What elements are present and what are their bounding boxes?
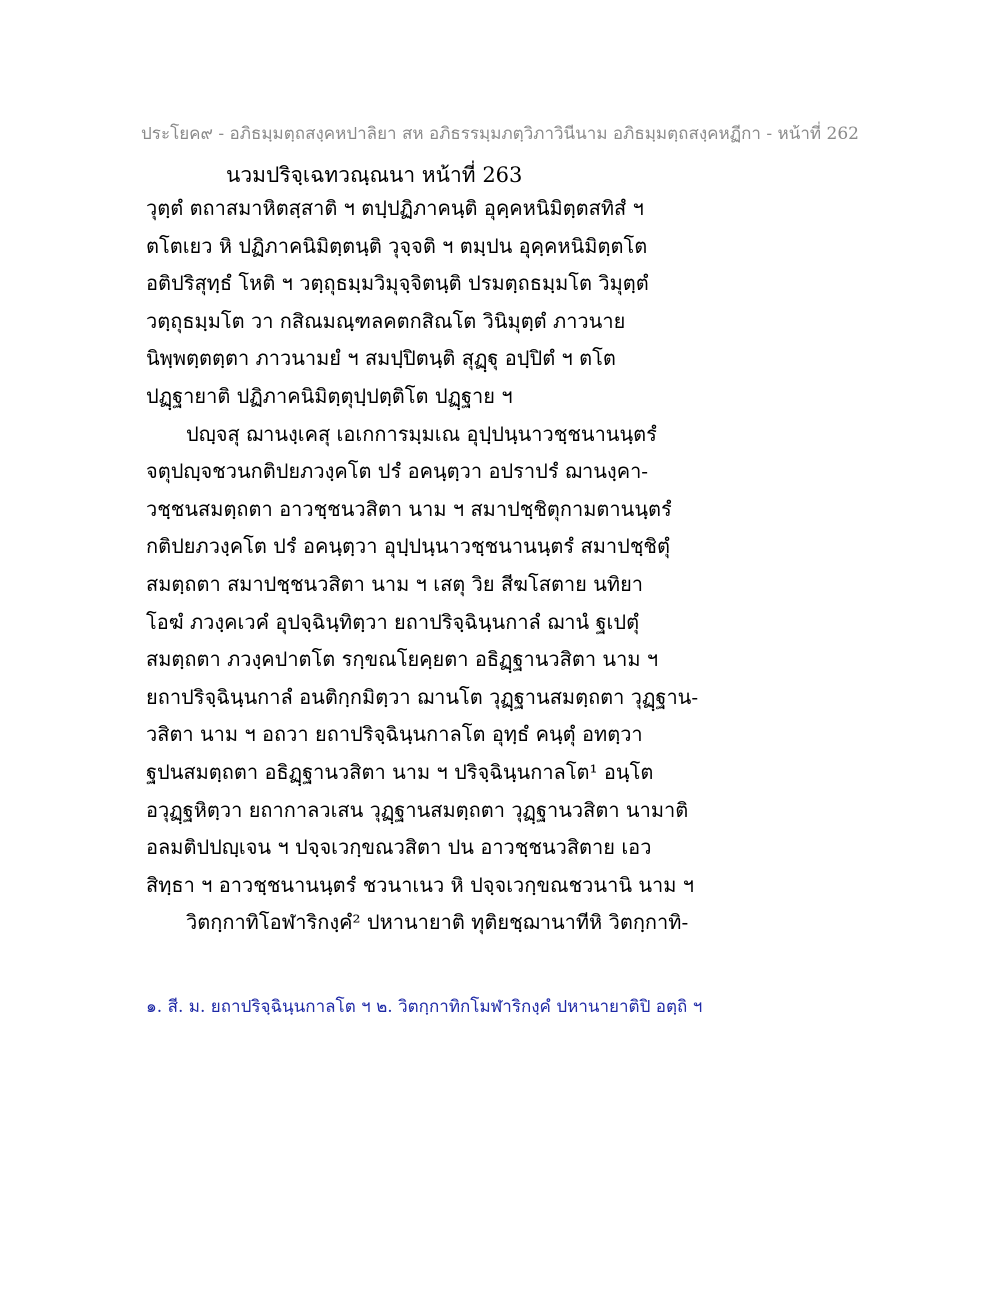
- page-header: ประโยค๙ - อภิธมฺมตฺถสงฺคหปาลิยา สห อภิธรรมฺมภตฺวิภาวินีนาม อภิธมฺมตฺถสงฺคหฏีกา - หน้าที่ 262: [141, 124, 859, 144]
- body-line: อวุฏฺฐหิตฺวา ยถากาลวเสน วุฏฺฐานสมตฺถตา วุฏฺฐานวสิตา นามาติ: [146, 797, 689, 822]
- section-title: นวมปริจฺเฉทวณฺณนา หน้าที่ 263: [226, 163, 523, 187]
- body-line: อติปริสุทฺธํ โหติ ฯ วตฺถุธมฺมวิมุจฺจิตนฺติ ปรมตฺถธมฺมโต วิมุตฺตํ: [146, 271, 649, 296]
- body-text: [146, 190, 866, 942]
- body-line: วุตฺตํ ตถาสมาหิตสฺสาติ ฯ ตปฺปฏิภาคนฺติ อุคฺคหนิมิตฺตสทิสํ ฯ: [146, 196, 644, 220]
- body-line: วชฺชนสมตฺถตา อาวชฺชนวสิตา นาม ฯ สมาปชฺชิตุกามตานนฺตรํ: [146, 496, 672, 521]
- body-line: โอฆํ ภวงฺคเวคํ อุปจฺฉินฺทิตฺวา ยถาปริจฺฉินฺนกาลํ ฌานํ ฐเปตุํ: [146, 609, 640, 634]
- body-line: ปฏฺฐายาติ ปฏิภาคนิมิตฺตุปฺปตฺติโต ปฏฺฐาย ฯ: [146, 383, 513, 408]
- body-line: ฐปนสมตฺถตา อธิฏฺฐานวสิตา นาม ฯ ปริจฺฉินฺนกาลโต¹ อนฺโต: [146, 759, 654, 784]
- body-line: สมตฺถตา สมาปชฺชนวสิตา นาม ฯ เสตุ วิย สีฆโสตาย นทิยา: [146, 571, 644, 596]
- body-line: อลมติปปญฺเจน ฯ ปจฺจเวกฺขณวสิตา ปน อาวชฺชนวสิตาย เอว: [146, 835, 652, 860]
- body-line: กติปยภวงฺคโต ปรํ อคนฺตฺวา อุปฺปนฺนาวชฺชนานนฺตรํ สมาปชฺชิตุํ: [146, 534, 670, 559]
- body-line: วตฺถุธมฺมโต วา กสิณมณฺฑลคตกสิณโต วินิมุตฺตํ ภาวนาย: [146, 308, 626, 333]
- body-line: จตุปญฺจชวนกติปยภวงฺคโต ปรํ อคนฺตฺวา อปราปรํ ฌานงฺคา-: [146, 459, 649, 484]
- body-line: สมตฺถตา ภวงฺคปาตโต รกฺขณโยคฺยตา อธิฏฺฐานวสิตา นาม ฯ: [146, 647, 659, 672]
- paragraph-start-line: ปญฺจสุ ฌานงฺเคสุ เอเกการมฺมเณ อุปฺปนฺนาวชฺชนานนฺตรํ: [186, 421, 657, 446]
- body-line: ตโตเยว หิ ปฏิภาคนิมิตฺตนฺติ วุจฺจติ ฯ ตมฺปน อุคฺคหนิมิตฺตโต: [146, 233, 648, 258]
- body-line: ยถาปริจฺฉินฺนกาลํ อนติกฺกมิตฺวา ฌานโต วุฏฺฐานสมตฺถตา วุฏฺฐาน-: [146, 684, 699, 709]
- paragraph-start-line: วิตกฺกาทิโอฬาริกงฺคํ² ปหานายาติ ทุติยชฺฌานาทีหิ วิตกฺกาทิ-: [186, 910, 689, 935]
- body-line: นิพฺพตฺตตฺตา ภาวนามยํ ฯ สมปฺปิตนฺติ สุฏฺฐุ อปฺปิตํ ฯ ตโต: [146, 346, 616, 371]
- footnote: ๑. สี. ม. ยถาปริจฺฉินฺนกาลโต ฯ ๒. วิตกฺกาทิกโมฬาริกงฺคํ ปหานายาติปิ อตฺถิ ฯ: [146, 997, 703, 1017]
- body-line: วสิตา นาม ฯ อถวา ยถาปริจฺฉินฺนกาลโต อุทฺธํ คนฺตุํ อทตฺวา: [146, 722, 643, 747]
- body-line: สิทฺธา ฯ อาวชฺชนานนฺตรํ ชวนาเนว หิ ปจฺจเวกฺขณชวนานิ นาม ฯ: [146, 872, 695, 897]
